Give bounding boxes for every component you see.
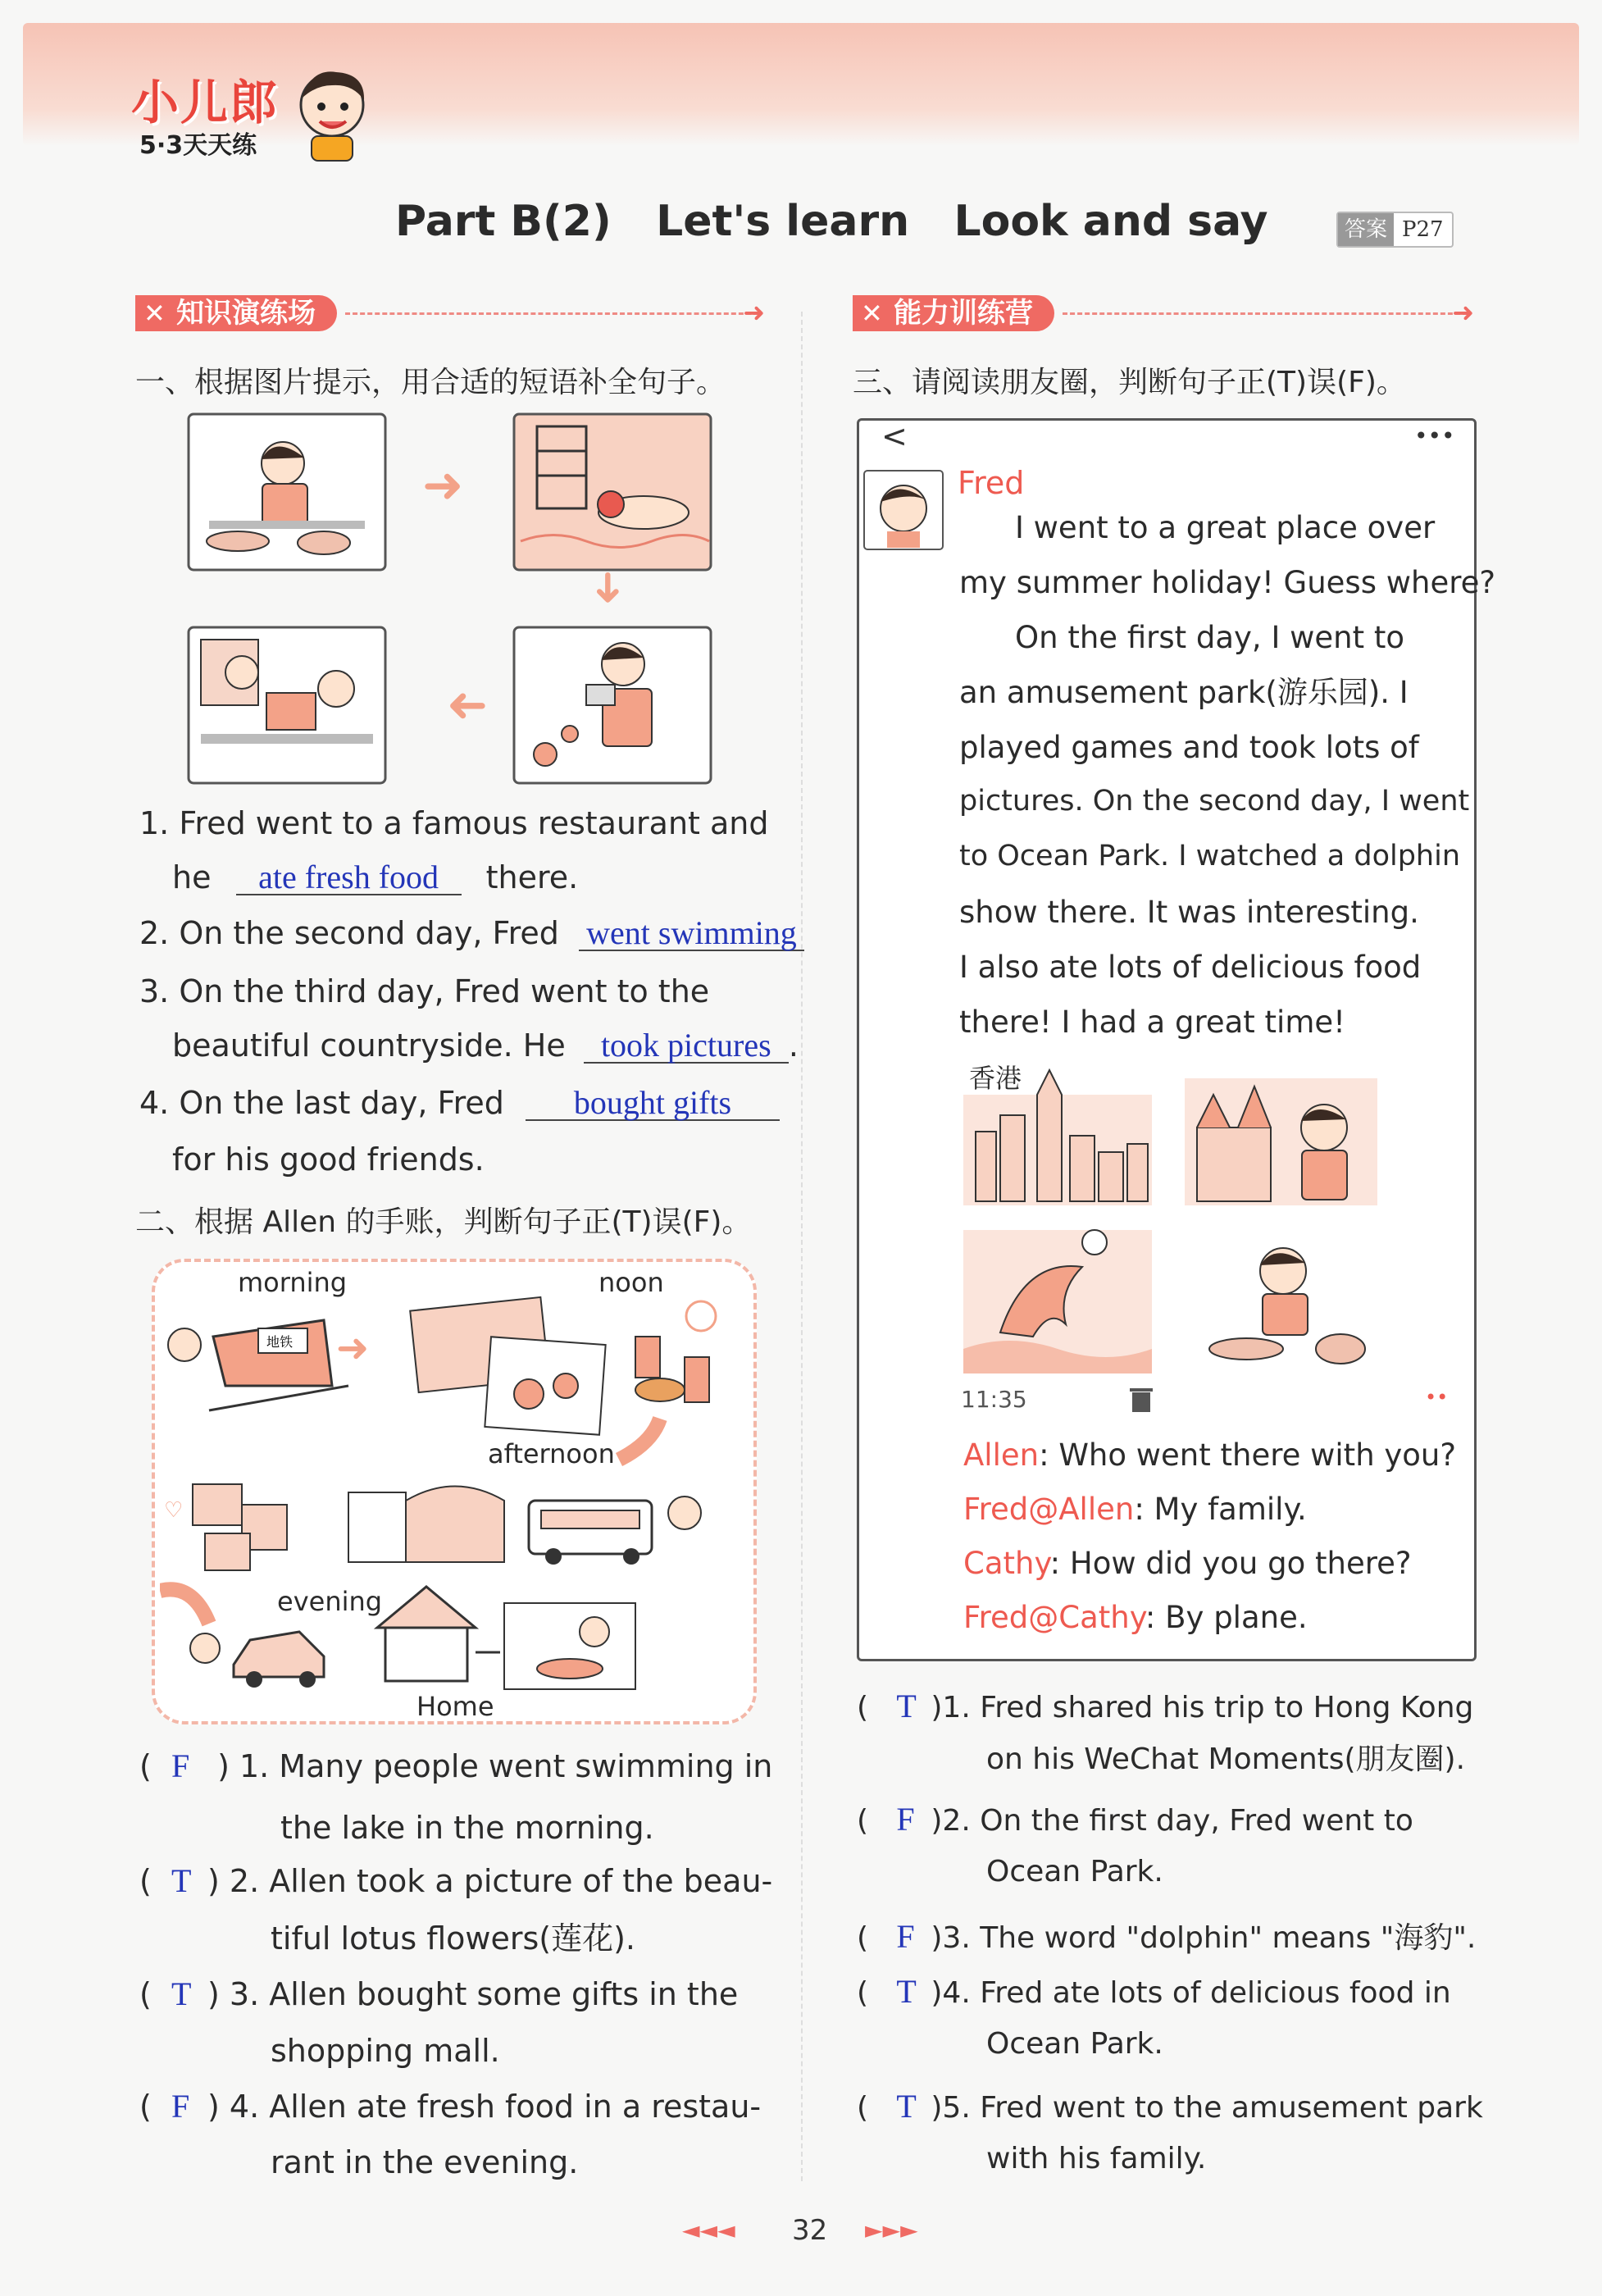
q1-item-4-answer[interactable]: bought gifts — [526, 1086, 780, 1121]
q3-item-3-answer[interactable]: F — [896, 1918, 915, 1955]
journal-evening-label: evening — [277, 1586, 383, 1617]
q2-item-4: ( F ) 4. Allen ate fresh food in a restau- — [139, 2088, 762, 2125]
q3-item-3-line1: )3. The word "dolphin" means "海豹". — [931, 1921, 1477, 1955]
q2-item-1-answer[interactable]: F — [171, 1747, 190, 1784]
q3-item-1-answer[interactable]: T — [896, 1688, 917, 1724]
arrow-right-icon: ➜ — [336, 1325, 370, 1371]
dinner-scene — [504, 1603, 635, 1689]
q3-item-5-answer[interactable]: T — [896, 2088, 917, 2125]
post-line: there! I had a great time! — [959, 1004, 1345, 1040]
journal-morning-label: morning — [238, 1267, 348, 1298]
post-line: played games and took lots of — [959, 730, 1419, 765]
q1-item-3-post: . — [788, 1027, 799, 1064]
post-line: show there. It was interesting. — [959, 895, 1419, 930]
fred-avatar[interactable] — [862, 469, 944, 551]
more-icon[interactable]: ••• — [1414, 422, 1455, 449]
comment-2 — [963, 1492, 1307, 1527]
picture-swimming — [514, 414, 711, 570]
fast-food-icon — [635, 1301, 716, 1402]
post-author[interactable]: Fred — [958, 465, 1025, 501]
comment-2-text: : My family. — [1134, 1492, 1307, 1527]
journal-home-label: Home — [416, 1691, 494, 1722]
q1-item-1-answer[interactable]: ate fresh food — [236, 861, 462, 895]
comment-3-user[interactable]: Cathy — [963, 1546, 1050, 1581]
comment-3-text: : How did you go there? — [1049, 1546, 1412, 1581]
q2-item-4-line1: 4. Allen ate fresh food in a restau- — [229, 2089, 762, 2125]
q3-item-2-line2: Ocean Park. — [986, 1855, 1163, 1888]
q1-item-4-line2: for his good friends. — [172, 1141, 485, 1178]
footer-right-arrows-icon: ►►► — [865, 2216, 918, 2244]
q1-item-1-post: there. — [485, 859, 579, 895]
post-line: I went to a great place over — [1015, 510, 1436, 545]
comment-1-user[interactable]: Allen — [963, 1437, 1040, 1473]
answer-tag — [1336, 212, 1454, 248]
picture-countryside — [514, 627, 711, 783]
question-1-heading: 一、根据图片提示，用合适的短语补全句子。 — [135, 366, 726, 399]
q2-item-1: ( F ) 1. Many people went swimming in — [139, 1747, 773, 1784]
story-picture-grid — [184, 410, 717, 787]
q2-item-2-line2: tiful lotus flowers(莲花). — [271, 1920, 636, 1957]
q1-item-1-line1: 1. Fred went to a famous restaurant and — [139, 805, 769, 841]
q1-item-1-pre: he — [172, 859, 212, 895]
q3-item-5-line2: with his family. — [986, 2142, 1207, 2175]
post-line: my summer holiday! Guess where? — [959, 565, 1496, 600]
q1-item-2-answer[interactable]: went swimming — [579, 917, 804, 951]
arrow-down-icon: ➜ — [584, 570, 633, 606]
mascot-icon — [287, 64, 377, 162]
taxi-icon — [234, 1632, 324, 1688]
q3-item-1-line1: )1. Fred shared his trip to Hong Kong — [931, 1691, 1474, 1724]
comment-4-text: : By plane. — [1145, 1600, 1308, 1635]
q3-item-4-line2: Ocean Park. — [986, 2027, 1163, 2061]
photo-amusement-park[interactable] — [1185, 1078, 1377, 1205]
column-divider — [801, 312, 803, 2181]
q3-item-5-line1: )5. Fred went to the amusement park — [931, 2091, 1483, 2125]
comment-1-text: : Who went there with you? — [1039, 1437, 1457, 1473]
journal-illustrations — [160, 1296, 742, 1697]
journal-afternoon-label: afternoon — [488, 1438, 615, 1469]
banner-dash — [345, 312, 758, 315]
q3-item-1-line2: on his WeChat Moments(朋友圈). — [986, 1742, 1466, 1776]
comment-dots-icon[interactable]: •• — [1425, 1386, 1449, 1409]
comment-4-user[interactable]: Fred@Cathy — [963, 1600, 1145, 1635]
gift-boxes-icon — [164, 1484, 287, 1570]
q3-item-2-line1: )2. On the first day, Fred went to — [931, 1804, 1413, 1838]
q1-item-4 — [139, 1086, 780, 1121]
q3-item-1: ( T )1. Fred shared his trip to Hong Kong — [857, 1688, 1474, 1724]
back-icon[interactable]: < — [881, 418, 908, 454]
subway-train-icon — [209, 1320, 348, 1410]
q3-item-2: ( F )2. On the first day, Fred went to — [857, 1801, 1413, 1838]
page-title: Part B(2) Let's learn Look and say — [395, 197, 1268, 246]
logo-subtitle: 5·3天天练 — [139, 131, 257, 160]
banner-label: ✕ 知识演练场 — [135, 295, 337, 331]
post-line: an amusement park(游乐园). I — [959, 675, 1409, 710]
post-line: pictures. On the second day, I went — [959, 785, 1470, 818]
post-line: I also ate lots of delicious food — [959, 950, 1422, 985]
q1-item-3-pre: beautiful countryside. He — [172, 1027, 566, 1064]
lotus-photo — [485, 1337, 605, 1434]
arrow-left-icon: ➜ — [446, 678, 488, 736]
shopping-mall-building — [348, 1492, 406, 1562]
answer-page: P27 — [1402, 217, 1444, 242]
comment-3 — [963, 1546, 1412, 1581]
q2-item-4-line2: rant in the evening. — [271, 2144, 579, 2180]
bus-icon — [529, 1501, 652, 1565]
subway-sign: 地铁 — [266, 1334, 294, 1350]
post-line: to Ocean Park. I watched a dolphin — [959, 840, 1461, 872]
arrow-curve-icon — [619, 1419, 660, 1460]
photo-dolphin-show[interactable] — [963, 1230, 1152, 1374]
trash-icon[interactable] — [1130, 1386, 1153, 1414]
q2-item-1-line2: the lake in the morning. — [280, 1810, 654, 1846]
q2-item-3-answer[interactable]: T — [171, 1975, 192, 2012]
comment-1 — [963, 1437, 1457, 1473]
logo: 小儿郎 — [131, 75, 280, 130]
q2-item-3-line2: shopping mall. — [271, 2033, 500, 2069]
q3-item-4-answer[interactable]: T — [896, 1973, 917, 2010]
post-time: 11:35 — [961, 1386, 1027, 1413]
q2-item-2: ( T ) 2. Allen took a picture of the beau- — [139, 1862, 773, 1899]
q1-item-3-answer[interactable]: took pictures — [584, 1029, 789, 1064]
q3-item-5: ( T )5. Fred went to the amusement park — [857, 2088, 1483, 2125]
banner-dash — [1063, 312, 1468, 315]
picture-gift-shop — [189, 627, 385, 783]
q2-item-3: ( T ) 3. Allen bought some gifts in the — [139, 1975, 739, 2012]
q2-item-2-answer[interactable]: T — [171, 1862, 192, 1899]
question-3-heading: 三、请阅读朋友圈，判断句子正(T)误(F)。 — [853, 366, 1406, 399]
q3-item-4: ( T )4. Fred ate lots of delicious food in — [857, 1973, 1451, 2010]
q1-item-3-line2 — [172, 1029, 799, 1064]
section-banner-knowledge — [135, 294, 758, 333]
post-line: On the first day, I went to — [1015, 620, 1405, 655]
section-banner-ability — [853, 294, 1468, 333]
answer-label: 答案 — [1338, 213, 1394, 246]
q3-item-4-line1: )4. Fred ate lots of delicious food in — [931, 1976, 1451, 2010]
journal-noon-label: noon — [598, 1267, 664, 1298]
home-house-icon — [377, 1587, 476, 1681]
banner-label: ✕ 能力训练营 — [853, 295, 1054, 331]
photo-caption: 香港 — [969, 1063, 1022, 1094]
footer-left-arrows-icon: ◄◄◄ — [682, 2216, 735, 2244]
svg-text:♡: ♡ — [164, 1498, 184, 1523]
q1-item-3-line1: 3. On the third day, Fred went to the — [139, 973, 710, 1009]
question-2-heading: 二、根据 Allen 的手账，判断句子正(T)误(F)。 — [135, 1205, 752, 1239]
q3-item-2-answer[interactable]: F — [896, 1801, 915, 1838]
q2-item-1-line1: 1. Many people went swimming in — [239, 1748, 773, 1784]
q1-item-2-pre: 2. On the second day, Fred — [139, 915, 559, 951]
post-photos — [959, 1054, 1386, 1382]
q1-item-1-line2 — [172, 861, 578, 895]
q2-item-2-line1: 2. Allen took a picture of the beau- — [229, 1863, 773, 1899]
q2-item-4-answer[interactable]: F — [171, 2088, 190, 2125]
photo-hong-kong-skyline[interactable] — [963, 1070, 1152, 1205]
q1-item-2 — [139, 914, 804, 951]
q1-item-4-pre: 4. On the last day, Fred — [139, 1085, 504, 1121]
q2-item-3-line1: 3. Allen bought some gifts in the — [229, 1976, 739, 2012]
post-body — [959, 510, 1496, 1062]
comment-4 — [963, 1602, 1308, 1633]
comment-2-user[interactable]: Fred@Allen — [963, 1492, 1135, 1527]
q3-item-3: ( F )3. The word "dolphin" means "海豹". — [857, 1918, 1477, 1955]
photo-eating-food[interactable] — [1185, 1230, 1377, 1374]
page-number: 32 — [792, 2214, 828, 2247]
arrow-right-icon: ➜ — [422, 457, 464, 514]
picture-restaurant — [189, 414, 385, 570]
